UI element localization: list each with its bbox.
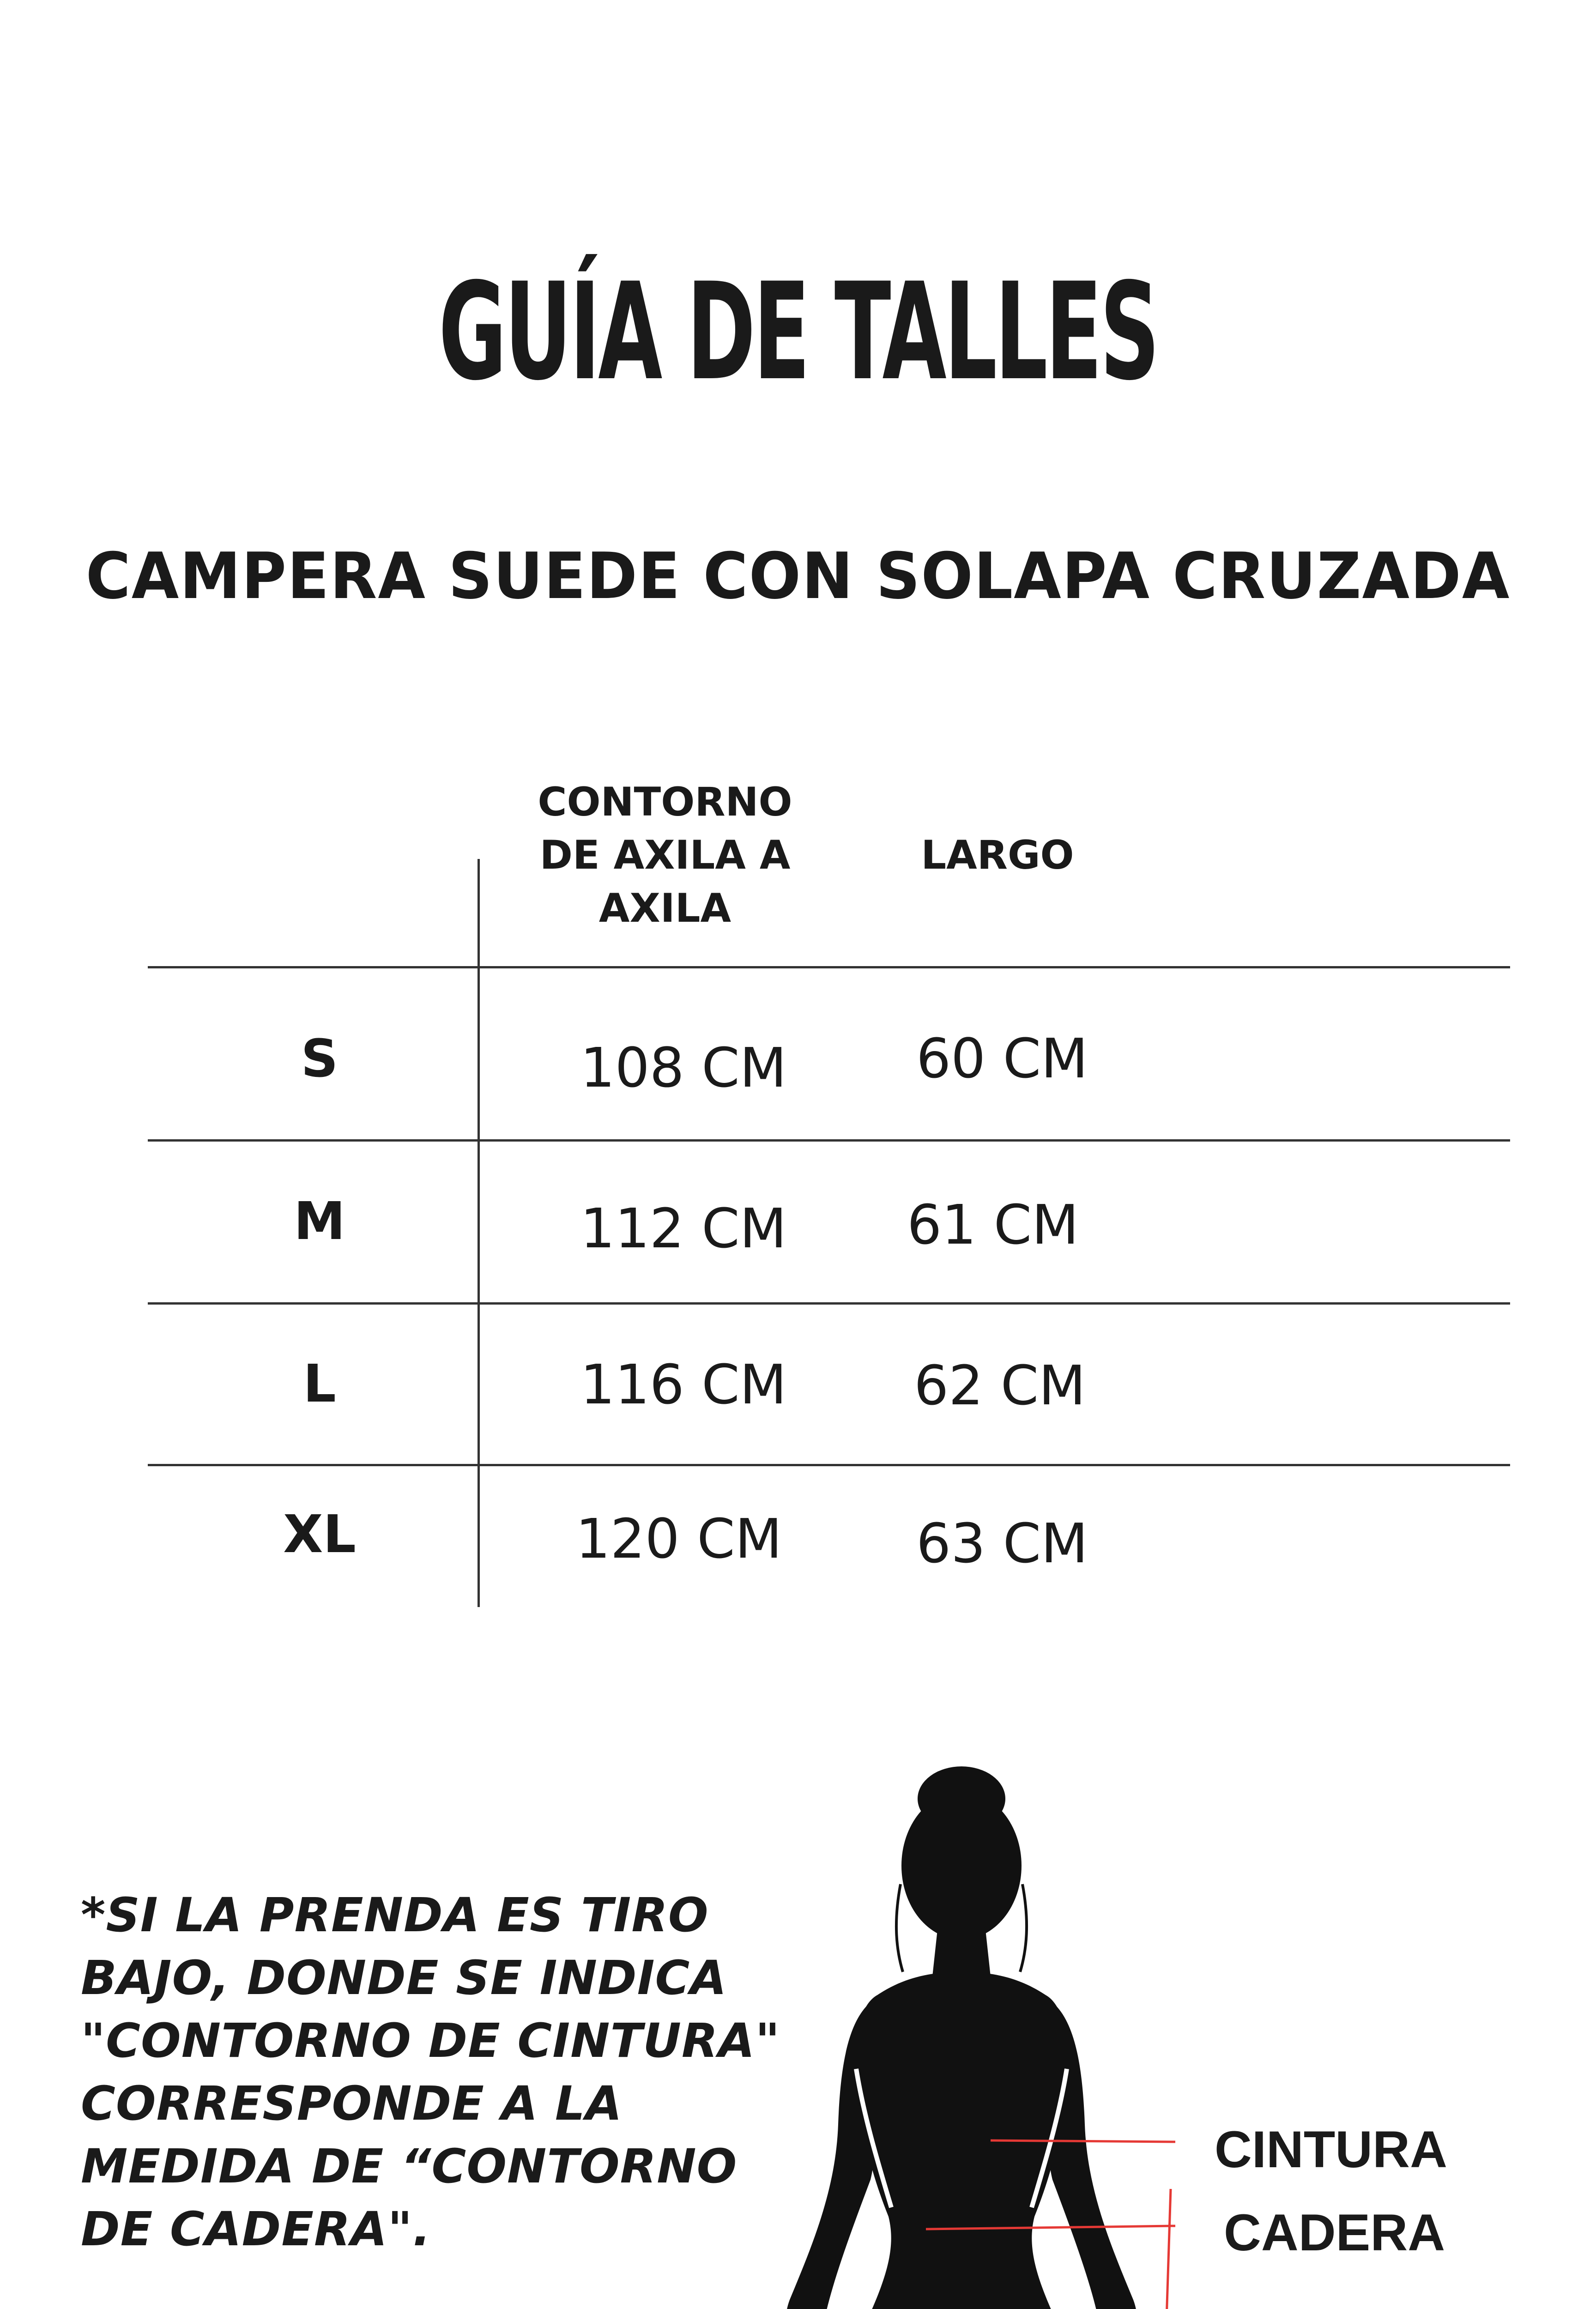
contorno-value: 116 CM (580, 1353, 787, 1416)
page-title: GUÍA DE TALLES (438, 254, 1158, 410)
table-divider (148, 1302, 1510, 1305)
largo-value: 60 CM (916, 1027, 1088, 1090)
label-cadera: CADERA (1224, 2204, 1445, 2261)
product-name: CAMPERA SUEDE CON SOLAPA CRUZADA (85, 539, 1511, 613)
label-cintura: CINTURA (1215, 2121, 1447, 2178)
size-label: L (303, 1354, 336, 1414)
size-label: XL (283, 1505, 356, 1565)
note-tiro-bajo: *SI LA PRENDA ES TIRO BAJO, DONDE SE INDICA "CONTORNO DE CINTURA" CORRESPONDE A LA MEDIDA DE “CONTORNO DE CADERA". (81, 1888, 780, 2257)
contorno-value: 112 CM (580, 1197, 787, 1260)
largo-value: 63 CM (916, 1511, 1088, 1575)
table-divider (148, 1464, 1510, 1466)
table-divider (148, 966, 1510, 968)
table-divider (148, 1139, 1510, 1142)
column-header-largo: LARGO (921, 832, 1074, 878)
largo-value: 62 CM (914, 1354, 1086, 1417)
contorno-value: 108 CM (580, 1036, 787, 1100)
size-label: S (301, 1029, 339, 1089)
size-label: M (294, 1191, 345, 1251)
contorno-value: 120 CM (575, 1507, 782, 1571)
largo-value: 61 CM (907, 1193, 1079, 1257)
table-column-divider (478, 859, 480, 1607)
column-header-contorno: CONTORNO DE AXILA A AXILA (538, 779, 792, 931)
